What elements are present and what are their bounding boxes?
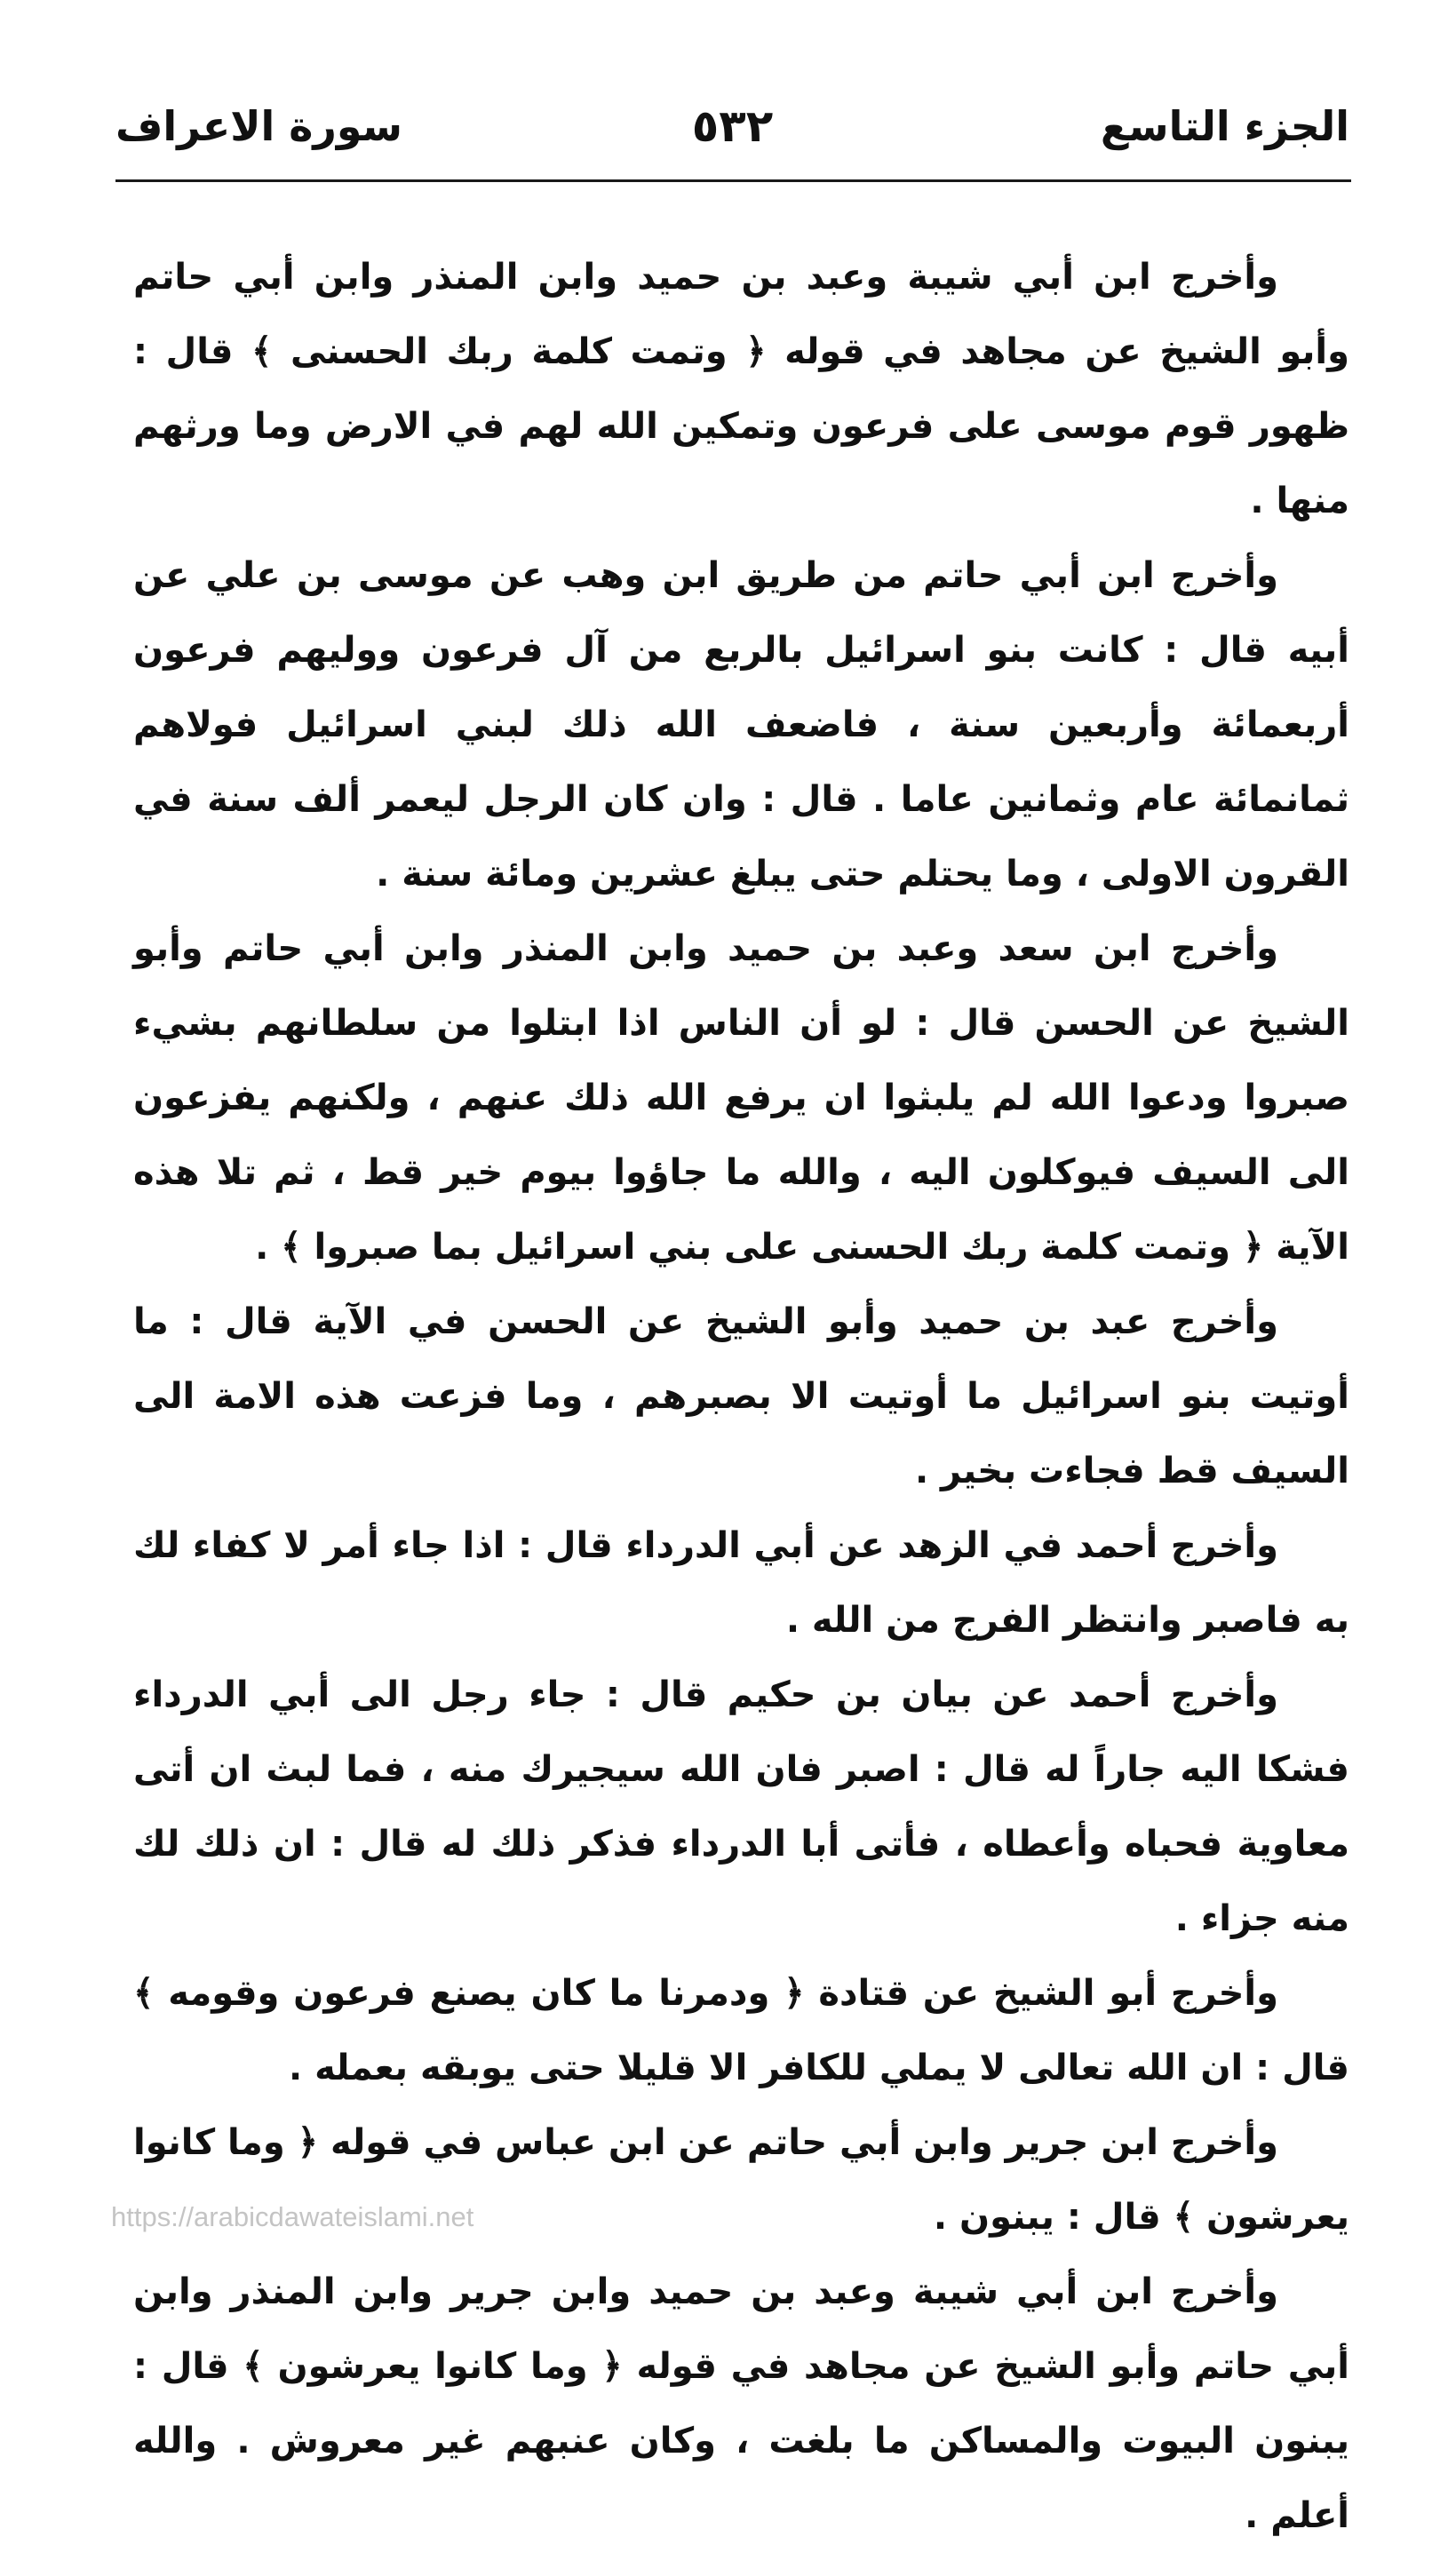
running-header xyxy=(115,93,1349,173)
paragraph: وأخرج ابن أبي حاتم من طريق ابن وهب عن موسى بن علي عن أبيه قال : كانت بنو اسرائيل بالربع من آل فرعون ووليهم فرعون أربعمائة وأربعين سنة ، فاضعف الله ذلك لبني اسرائيل فولاهم ثمانمائة عام وثمانين عاما . قال : وان كان الرجل ليعمر ألف سنة في القرون الاولى ، وما يحتلم حتى يبلغ عشرين ومائة سنة . xyxy=(133,555,1349,895)
paragraph: وأخرج أحمد عن بيان بن حكيم قال : جاء رجل الى أبي الدرداء فشكا اليه جاراً له قال : اصبر فان الله سيجيرك منه ، فما لبث ان أتى معاوية فحباه وأعطاه ، فأتى أبا الدرداء فذكر ذلك له قال : ان ذلك لك منه جزاء . xyxy=(133,1674,1349,1939)
watermark-url: https://arabicdawateislami.net xyxy=(111,2201,474,2232)
paragraph: وأخرج ابن سعد وعبد بن حميد وابن المنذر وابن أبي حاتم وأبو الشيخ عن الحسن قال : لو أن الناس اذا ابتلوا من سلطانهم بشيء صبروا ودعوا الله لم يلبثوا ان يرفع الله ذلك عنهم ، ولكنهم يفزعون الى السيف فيوكلون اليه ، والله ما جاؤوا بيوم خير قط ، ثم تلا هذه الآية ﴿ وتمت كلمة ربك الحسنى على بني اسرائيل بما صبروا ﴾ . xyxy=(133,928,1349,1268)
paragraph: وأخرج ابن أبي شيبة وعبد بن حميد وابن جرير وابن المنذر وابن أبي حاتم وأبو الشيخ عن مجاهد في قوله ﴿ وما كانوا يعرشون ﴾ قال : يبنون البيوت والمساكن ما بلغت ، وكان عنبهم غير معروش . والله أعلم . xyxy=(133,2271,1349,2536)
paragraph: وأخرج ابن أبي شيبة وعبد بن حميد وابن المنذر وابن أبي حاتم وأبو الشيخ عن مجاهد في قوله ﴿ وتمت كلمة ربك الحسنى ﴾ قال : ظهور قوم موسى على فرعون وتمكين الله لهم في الارض وما ورثهم منها . xyxy=(133,257,1349,521)
paragraph: وأخرج عبد بن حميد وأبو الشيخ عن الحسن في الآية قال : ما أوتيت بنو اسرائيل ما أوتيت الا بصبرهم ، وما فزعت هذه الامة الى السيف قط فجاءت بخير . xyxy=(133,1301,1349,1491)
header-divider xyxy=(115,179,1351,182)
header-surah-label: سورة الاعراف xyxy=(115,102,402,150)
paragraph: وأخرج ابن جرير وابن أبي حاتم عن ابن عباس في قوله ﴿ وما كانوا يعرشون ﴾ قال : يبنون . xyxy=(133,2122,1349,2238)
paragraph: وأخرج أحمد في الزهد عن أبي الدرداء قال : اذا جاء أمر لا كفاء لك به فاصبر وانتظر الفرج من الله . xyxy=(133,1525,1349,1641)
header-part-label: الجزء التاسع xyxy=(1100,102,1349,150)
paragraph: وأخرج أبو الشيخ عن قتادة ﴿ ودمرنا ما كان يصنع فرعون وقومه ﴾ قال : ان الله تعالى لا يملي للكافر الا قليلا حتى يوبقه بعمله . xyxy=(133,1973,1349,2088)
page-number: ٥٣٢ xyxy=(691,100,774,152)
